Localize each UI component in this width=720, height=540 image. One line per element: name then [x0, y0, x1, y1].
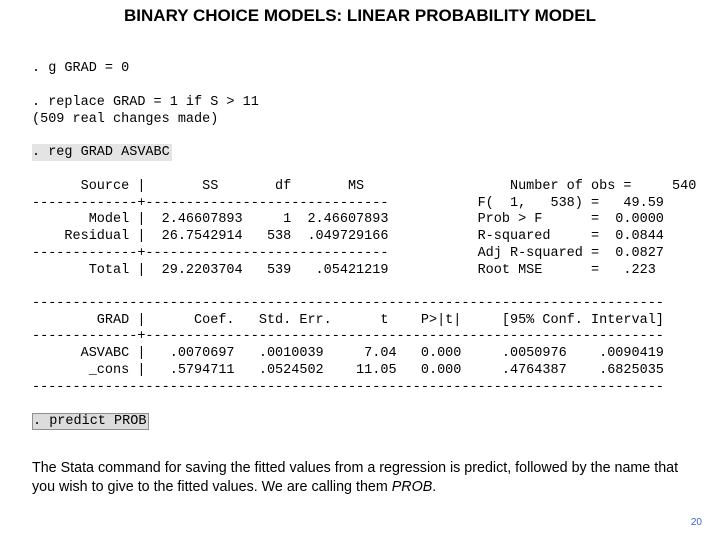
stata-replace-result: (509 real changes made)	[32, 112, 219, 127]
anova-table: Source | SS df MS Number of obs = 540 -------------+------------------------------ F( 1, 538) = 49.59 Model | 2.46607893 1 2.46607893 Prob > F = 0.0000 Residual | 26.7542914 538 .049729166 R-squared = 0.0844 -------------+------------------------------ Adj R-squared = 0.0827 Total | 29.2203704 539 .05421219 Root MSE = .223	[32, 179, 697, 278]
explanation-paragraph	[32, 459, 697, 497]
stata-command-replace: . replace GRAD = 1 if S > 11	[32, 95, 259, 110]
explanation-end: .	[432, 479, 437, 495]
stata-command-reg: . reg GRAD ASVABC	[32, 145, 170, 160]
stata-command-predict-line	[32, 414, 149, 431]
coefficient-table: ------------------------------------------------------------------------------ GRAD | Coef. Std. Err. t P>|t| [95% Conf. Interval] -------------+---------------------------------------------------------------- ASVABC | .0070697 .0010039 7.04 0.000 .0050976 .0090419 _cons | .5794711 .0524502 11.05 0.000 .4764387 .6825035 ------------------------------------------------------------------------------	[32, 296, 664, 395]
stata-command-reg-line	[32, 145, 172, 162]
page-number: 20	[690, 517, 702, 528]
stata-command-predict: . predict PROB	[32, 413, 149, 430]
stata-command-gen: . g GRAD = 0	[32, 61, 130, 76]
slide-title: BINARY CHOICE MODELS: LINEAR PROBABILITY MODEL	[124, 6, 596, 25]
explanation-text: The Stata command for saving the fitted values from a regression is predict, followed by the name that you wish to give to the fitted values. We are calling them	[32, 460, 679, 495]
explanation-emphasis: PROB	[391, 479, 433, 495]
